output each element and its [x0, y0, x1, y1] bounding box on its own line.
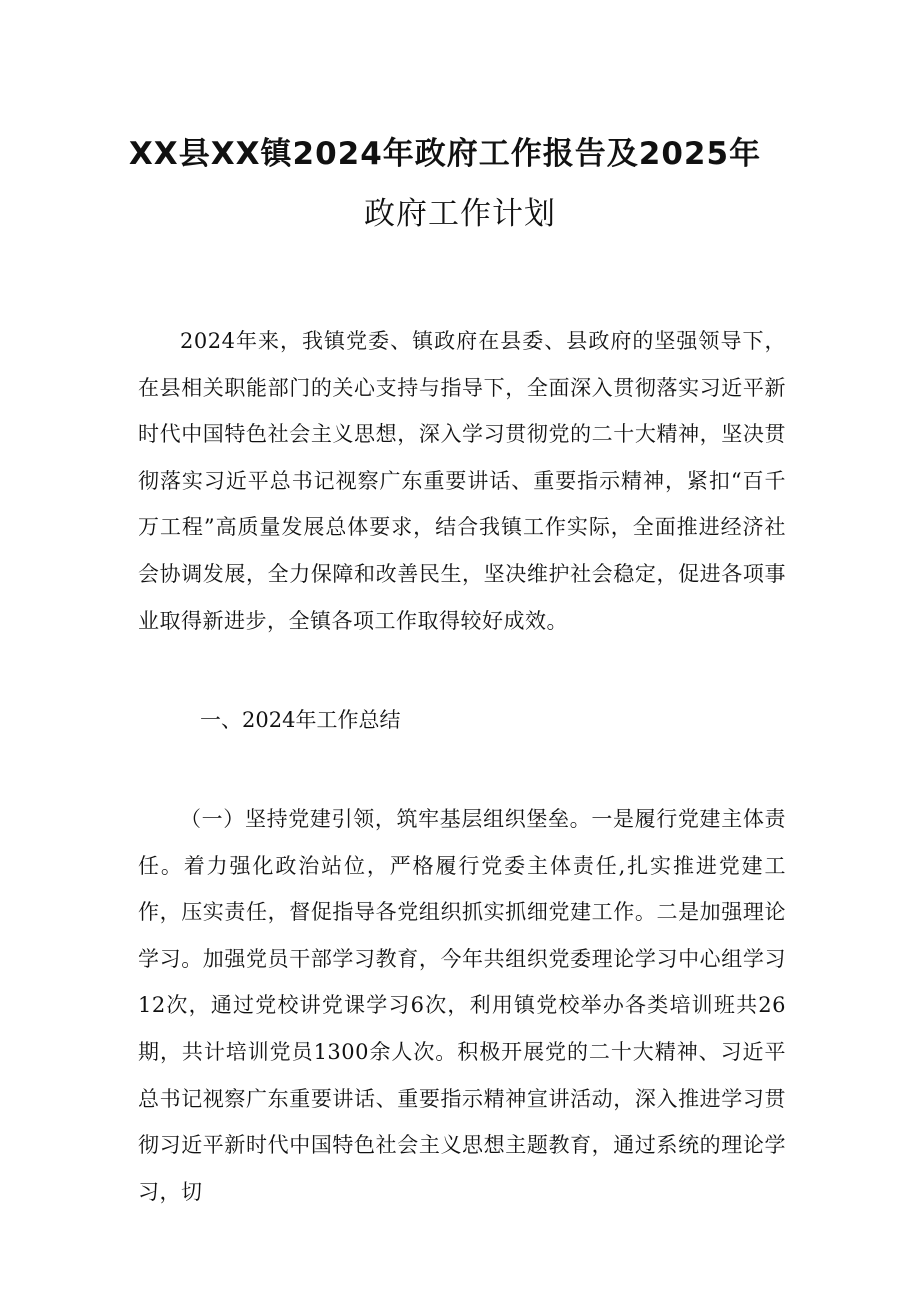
document-title-line-2: 政府工作计划	[364, 196, 556, 232]
section-heading: 一、2024年工作总结	[200, 708, 401, 732]
intro-paragraph: 2024年来，我镇党委、镇政府在县委、县政府的坚强领导下，在县相关职能部门的关心支持与指导下，全面深入贯彻落实习近平新时代中国特色社会主义思想，深入学习贯彻党的二十大精神，坚决贯彻落实习近平总书记视察广东重要讲话、重要指示精神，紧扣“百千万工程”高质量发展总体要求，结合我镇工作实际，全面推进经济社会协调发展，全力保障和改善民生，坚决维护社会稳定，促进各项事业取得新进步，全镇各项工作取得较好成效。	[138, 329, 786, 633]
document-title-line-1	[0, 128, 920, 173]
section-paragraph: （一）坚持党建引领，筑牢基层组织堡垒。一是履行党建主体责任。着力强化政治站位，严格履行党委主体责任,扎实推进党建工作，压实责任，督促指导各党组织抓实抓细党建工作。二是加强理论学习。加强党员干部学习教育，今年共组织党委理论学习中心组学习12次，通过党校讲党课学习6次，利用镇党校举办各类培训班共26期，共计培训党员1300余人次。积极开展党的二十大精神、习近平总书记视察广东重要讲话、重要指示精神宣讲活动，深入推进学习贯彻习近平新时代中国特色社会主义思想主题教育，通过系统的理论学习，切	[138, 807, 786, 1204]
document-title-text: XX县XX镇2024年政府工作报告及2025年	[128, 136, 762, 172]
